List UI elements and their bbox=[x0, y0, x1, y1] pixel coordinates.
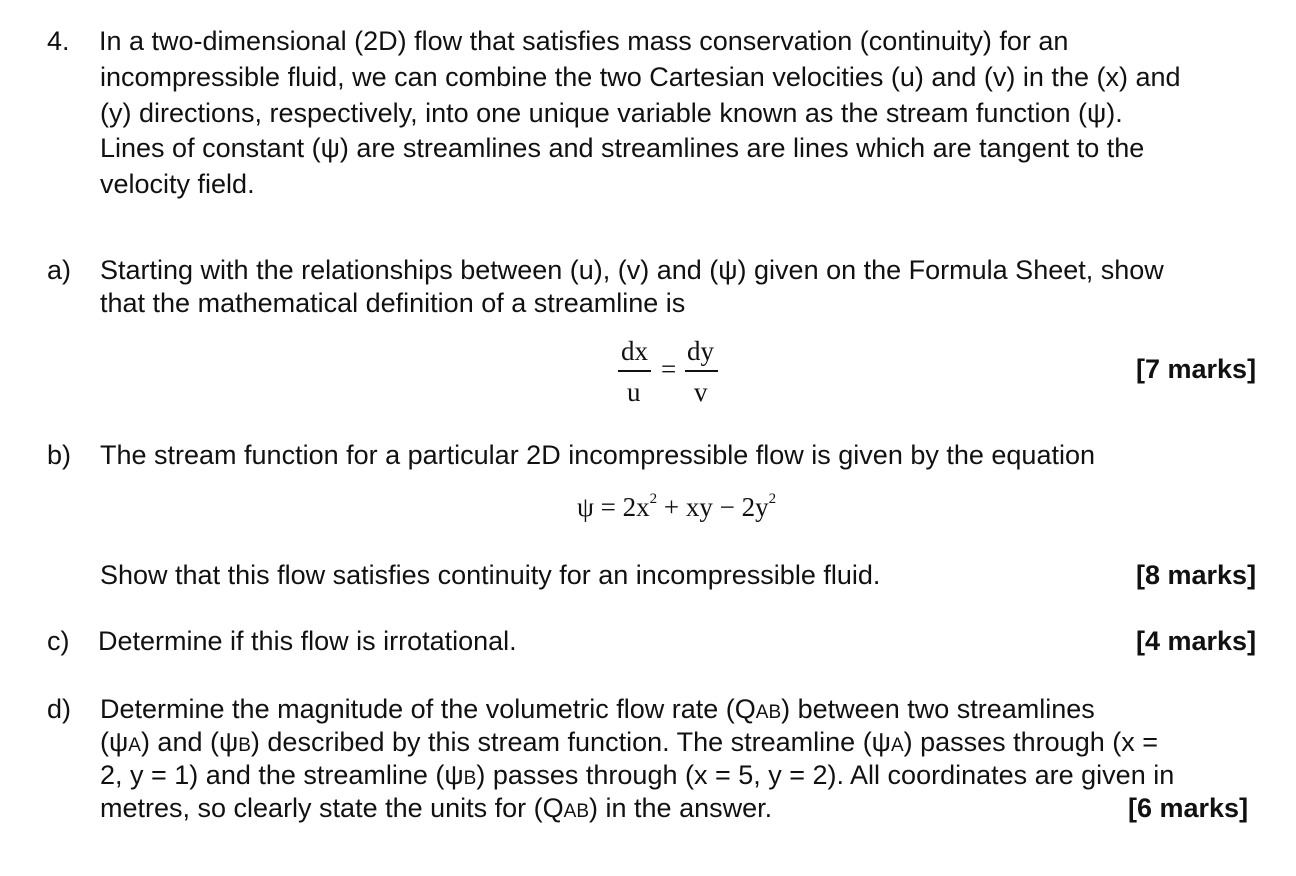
part-a-line-2: that the mathematical definition of a streamline is bbox=[100, 288, 686, 318]
question-number: 4. bbox=[47, 26, 70, 56]
eq-num-dx: dx bbox=[621, 336, 648, 366]
sf-exp-1: 2 bbox=[649, 491, 658, 507]
part-d-line-3: 2, y = 1) and the streamline (ψB) passes through (x = 5, y = 2). All coordinates are given in bbox=[100, 760, 1175, 790]
part-b-marks: [8 marks] bbox=[1136, 560, 1257, 590]
part-b-instruction: Show that this flow satisfies continuity for an incompressible fluid. bbox=[100, 560, 881, 590]
part-c-marks: [4 marks] bbox=[1136, 626, 1257, 656]
part-d-line-2: (ψA) and (ψB) described by this stream function. The streamline (ψA) passes through (x = bbox=[100, 727, 1159, 757]
intro-line-1: In a two-dimensional (2D) flow that satisfies mass conservation (continuity) for an bbox=[99, 26, 1069, 56]
part-a-marks: [7 marks] bbox=[1136, 354, 1257, 384]
eq-frac-line-left bbox=[618, 370, 651, 372]
part-d-marks: [6 marks] bbox=[1128, 793, 1249, 823]
sf-lhs: ψ = 2x bbox=[577, 492, 650, 522]
sf-exp-2: 2 bbox=[768, 491, 777, 507]
eq-den-v: v bbox=[694, 377, 708, 407]
sf-mid: + xy − 2y bbox=[657, 492, 769, 522]
eq-frac-line-right bbox=[685, 370, 718, 372]
intro-line-3: (y) directions, respectively, into one unique variable known as the stream function (ψ). bbox=[100, 98, 1123, 128]
part-d-line-4: metres, so clearly state the units for (QAB) in the answer. bbox=[100, 793, 773, 823]
eq-equals: = bbox=[661, 354, 677, 384]
part-a-line-1: Starting with the relationships between (u), (v) and (ψ) given on the Formula Sheet, show bbox=[100, 255, 1164, 285]
part-c-line: Determine if this flow is irrotational. bbox=[98, 626, 517, 656]
eq-den-u: u bbox=[627, 377, 641, 407]
part-d-label: d) bbox=[47, 694, 72, 724]
eq-num-dy: dy bbox=[687, 336, 714, 366]
part-a-label: a) bbox=[47, 255, 72, 285]
intro-line-4: Lines of constant (ψ) are streamlines and streamlines are lines which are tangent to the bbox=[100, 133, 1145, 163]
intro-line-5: velocity field. bbox=[100, 169, 255, 199]
part-c-label: c) bbox=[47, 626, 70, 656]
part-b-line: The stream function for a particular 2D incompressible flow is given by the equation bbox=[100, 440, 1095, 470]
part-b-label: b) bbox=[47, 440, 72, 470]
part-d-line-1: Determine the magnitude of the volumetric flow rate (QAB) between two streamlines bbox=[100, 694, 1095, 724]
intro-line-2: incompressible fluid, we can combine the two Cartesian velocities (u) and (v) in the (x) and bbox=[100, 62, 1181, 92]
stream-function-equation bbox=[577, 492, 776, 523]
